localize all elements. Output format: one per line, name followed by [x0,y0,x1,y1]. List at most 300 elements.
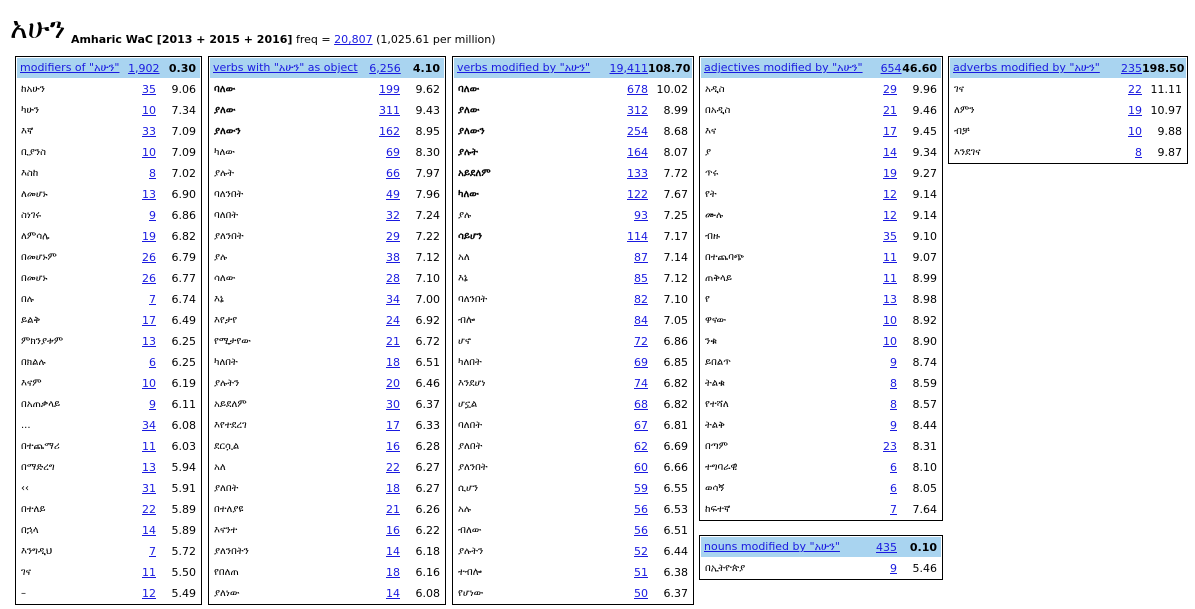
table-row [700,268,942,289]
collocate-freq-link[interactable]: 9 [149,398,156,411]
table-row [16,268,201,289]
collocate-freq-link[interactable]: 62 [634,440,648,453]
collocate-score: 7.10 [415,272,440,285]
table-row [700,331,942,352]
collocate-freq-link[interactable]: 164 [627,146,648,159]
table-row [949,100,1187,121]
collocate-freq-link[interactable]: 67 [634,419,648,432]
table-row [16,142,201,163]
collocate-freq-link[interactable]: 19 [142,230,156,243]
panel-count-link[interactable]: 235 [1121,61,1142,75]
collocate-freq-link[interactable]: 35 [883,230,897,243]
collocate-score: 6.85 [663,356,688,369]
collocate-score: 5.50 [171,566,196,579]
table-row [700,457,942,478]
collocate-word: ያሉ [458,210,472,221]
collocate-score: 8.92 [912,314,937,327]
table-row [453,373,693,394]
collocate-word: ተግባራዊ [705,462,738,473]
table-row [700,415,942,436]
table-row [16,205,201,226]
panel-score: 0.10 [909,540,937,554]
collocate-freq-link[interactable]: 11 [142,440,156,453]
collocate-freq-link[interactable]: 17 [142,314,156,327]
collocate-score: 6.79 [171,251,196,264]
table-row [453,310,693,331]
collocate-freq-link[interactable]: 6 [890,461,897,474]
collocate-word: ደርሷል [214,441,240,452]
table-row [209,352,445,373]
table-row [209,289,445,310]
page-header [10,12,496,48]
collocate-word: ሳይሆን [458,231,483,242]
collocate-score: 6.25 [171,335,196,348]
panel-header [210,58,444,78]
collocate-score: 6.33 [415,419,440,432]
table-row [700,289,942,310]
collocate-freq-link[interactable]: 8 [149,167,156,180]
collocate-freq-link[interactable]: 6 [149,356,156,369]
collocate-freq-link[interactable]: 312 [627,104,648,117]
collocate-freq-link[interactable]: 20 [386,377,400,390]
table-row [16,394,201,415]
table-row [16,520,201,541]
collocate-word: ሳለው [214,273,236,284]
collocate-word: በመሆኑም [21,252,57,263]
collocate-score: 6.82 [171,230,196,243]
collocate-freq-link[interactable]: 69 [634,356,648,369]
collocate-word: በአዲስ [705,105,731,116]
collocate-word: አይደለም [458,168,491,179]
collocate-score: 8.68 [663,125,688,138]
collocate-freq-link[interactable]: 35 [142,83,156,96]
table-row [453,352,693,373]
collocate-freq-link[interactable]: 22 [1128,83,1142,96]
collocate-word: በመሆኑ [21,273,48,284]
collocate-score: 8.74 [912,356,937,369]
collocate-freq-link[interactable]: 52 [634,545,648,558]
collocate-score: 7.12 [663,272,688,285]
collocate-freq-link[interactable]: 10 [1128,125,1142,138]
collocate-word: እንግዲህ [21,546,53,557]
collocate-word: ካለበት [214,357,238,368]
collocate-freq-link[interactable]: 8 [890,398,897,411]
collocate-word: እስከ [21,168,39,179]
collocate-word: በተጨማሪ [21,441,60,452]
collocate-word: ካለበት [458,357,482,368]
table-row [209,205,445,226]
collocate-freq-link[interactable]: 13 [142,335,156,348]
collocate-score: 6.22 [415,524,440,537]
collocate-freq-link[interactable]: 12 [883,188,897,201]
collocate-score: 5.89 [171,503,196,516]
collocate-freq-link[interactable]: 7 [890,503,897,516]
collocate-score: 6.19 [171,377,196,390]
table-row [700,79,942,100]
table-row [16,310,201,331]
panel-verbs-modified-by [452,56,694,605]
collocate-freq-link[interactable]: 14 [883,146,897,159]
panel-score: 0.30 [168,61,196,75]
collocate-freq-link[interactable]: 72 [634,335,648,348]
table-row [453,436,693,457]
collocate-word: ባለንበት [458,294,488,305]
table-row [209,184,445,205]
collocate-score: 11.11 [1150,83,1182,96]
table-row [209,121,445,142]
collocate-freq-link[interactable]: 7 [149,545,156,558]
collocate-freq-link[interactable]: 32 [386,209,400,222]
collocate-freq-link[interactable]: 22 [142,503,156,516]
collocate-freq-link[interactable]: 11 [883,272,897,285]
panel-adverbs-modified-by [948,56,1188,164]
collocate-word: በኢትዮጵያ [705,563,746,574]
table-row [453,79,693,100]
collocate-freq-link[interactable]: 66 [386,167,400,180]
collocate-score: 6.26 [415,503,440,516]
collocate-score: 7.02 [171,167,196,180]
collocate-word: የት [705,189,717,200]
collocate-freq-link[interactable]: 17 [386,419,400,432]
table-row [16,415,201,436]
table-row [453,205,693,226]
collocate-score: 7.24 [415,209,440,222]
panel-count-link[interactable]: 654 [880,61,902,75]
collocate-freq-link[interactable]: 23 [883,440,897,453]
collocate-freq-link[interactable]: 30 [386,398,400,411]
collocate-score: 9.27 [912,167,937,180]
collocate-word: ባለበት [214,210,239,221]
collocate-word: ቢያንስ [21,147,47,158]
collocate-freq-link[interactable]: 16 [386,440,400,453]
collocate-word: ስነገሩ [21,210,42,221]
collocate-freq-link[interactable]: 17 [883,125,897,138]
collocate-word: አለ [458,252,470,263]
collocate-score: 8.98 [912,293,937,306]
collocate-score: 6.86 [663,335,688,348]
collocate-freq-link[interactable]: 84 [634,314,648,327]
collocate-score: 6.27 [415,482,440,495]
collocate-word: ያለንበት [214,231,244,242]
collocate-word: ይበልጥ [705,357,731,368]
collocate-freq-link[interactable]: 13 [142,461,156,474]
collocate-freq-link[interactable]: 19 [1128,104,1142,117]
collocate-freq-link[interactable]: 82 [634,293,648,306]
panel-title-link[interactable]: modifiers of "አሁን" [20,61,120,74]
collocate-freq-link[interactable]: 254 [627,125,648,138]
panel-count-link[interactable]: 19,411 [609,61,648,75]
collocate-word: ከፍተኛ [705,504,731,515]
panel-header [454,58,692,78]
collocate-freq-link[interactable]: 199 [379,83,400,96]
collocate-score: 6.72 [415,335,440,348]
collocate-word: ባለው [458,84,480,95]
collocate-score: 9.07 [912,251,937,264]
table-row [209,499,445,520]
collocate-word: ትልቅ [705,420,725,431]
collocate-freq-link[interactable]: 85 [634,272,648,285]
collocate-freq-link[interactable]: 8 [1135,146,1142,159]
collocate-freq-link[interactable]: 8 [890,377,897,390]
collocate-score: 6.46 [415,377,440,390]
panel-score: 198.50 [1142,61,1185,75]
collocate-word: ያለው [214,105,236,116]
collocate-score: 7.34 [171,104,196,117]
table-row [209,457,445,478]
collocate-freq-link[interactable]: 12 [142,587,156,600]
collocate-word: ለመሆኑ [21,189,48,200]
collocate-word: ያለውን [214,126,241,137]
collocate-word: ያሉት [214,168,234,179]
collocate-score: 6.03 [171,440,196,453]
collocate-word: የሆነው [458,588,484,599]
collocate-freq-link[interactable]: 26 [142,272,156,285]
collocate-word: በጣም [705,441,728,452]
collocate-freq-link[interactable]: 28 [386,272,400,285]
collocate-word: በክልሉ [21,357,46,368]
collocate-word: እየተደረገ [214,420,247,431]
table-row [700,100,942,121]
collocate-word: አዲስ [705,84,725,95]
collocate-score: 7.25 [663,209,688,222]
table-row [700,163,942,184]
panel-title-link[interactable]: adverbs modified by "አሁን" [953,61,1100,74]
collocate-freq-link[interactable]: 7 [149,293,156,306]
table-row [453,457,693,478]
collocate-word: እንደሆነ [458,378,486,389]
collocate-score: 6.16 [415,566,440,579]
table-row [700,247,942,268]
collocate-score: 6.51 [415,356,440,369]
collocate-freq-link[interactable]: 19 [883,167,897,180]
collocate-score: 9.43 [415,104,440,117]
collocate-word: የበለጠ [214,567,239,578]
collocate-freq-link[interactable]: 11 [142,566,156,579]
panel-score: 46.60 [902,61,937,75]
collocate-freq-link[interactable]: 49 [386,188,400,201]
collocate-freq-link[interactable]: 34 [142,419,156,432]
collocate-freq-link[interactable]: 162 [379,125,400,138]
collocate-word: የ [705,294,710,305]
collocate-score: 8.05 [912,482,937,495]
panel-count-link[interactable]: 435 [876,540,897,554]
collocate-freq-link[interactable]: 9 [890,356,897,369]
collocate-freq-link[interactable]: 24 [386,314,400,327]
collocate-word: በአጠቃላይ [21,399,61,410]
collocate-word: ሆኗል [458,399,478,410]
collocate-freq-link[interactable]: 122 [627,188,648,201]
collocate-word: ብሎ [458,315,475,326]
panel-title-link[interactable]: verbs with "አሁን" as object [213,61,358,74]
collocate-score: 6.08 [171,419,196,432]
collocate-freq-link[interactable]: 18 [386,566,400,579]
collocate-freq-link[interactable]: 18 [386,356,400,369]
table-row [16,583,201,604]
panel-title-link[interactable]: nouns modified by "አሁን" [704,540,840,553]
collocate-word: ብዙ [705,231,720,242]
table-row [209,79,445,100]
collocate-score: 7.67 [663,188,688,201]
collocate-word: እናንተ [214,525,238,536]
collocate-score: 5.49 [171,587,196,600]
collocate-score: 6.27 [415,461,440,474]
collocate-freq-link[interactable]: 50 [634,587,648,600]
collocate-freq-link[interactable]: 29 [883,83,897,96]
collocate-freq-link[interactable]: 12 [883,209,897,222]
collocate-freq-link[interactable]: 114 [627,230,648,243]
collocate-freq-link[interactable]: 68 [634,398,648,411]
table-row [209,163,445,184]
collocate-freq-link[interactable]: 69 [386,146,400,159]
collocate-score: 7.12 [415,251,440,264]
collocate-freq-link[interactable]: 74 [634,377,648,390]
table-row [700,142,942,163]
collocate-freq-link[interactable]: 11 [883,251,897,264]
collocate-word: ‹‹ [21,483,29,494]
collocate-score: 7.72 [663,167,688,180]
panel-count-link[interactable]: 1,902 [128,61,160,75]
panel-header [701,58,941,78]
collocate-freq-link[interactable]: 33 [142,125,156,138]
table-row [209,394,445,415]
collocate-freq-link[interactable]: 9 [149,209,156,222]
collocate-score: 9.87 [1157,146,1182,159]
collocate-freq-link[interactable]: 56 [634,503,648,516]
freq-link[interactable]: 20,807 [334,33,373,46]
collocate-word: አይደለም [214,399,247,410]
collocate-freq-link[interactable]: 9 [890,562,897,575]
collocate-freq-link[interactable]: 10 [142,377,156,390]
panel-modifiers-of [15,56,202,605]
collocate-freq-link[interactable]: 133 [627,167,648,180]
collocate-freq-link[interactable]: 14 [386,545,400,558]
collocate-freq-link[interactable]: 60 [634,461,648,474]
collocate-freq-link[interactable]: 26 [142,251,156,264]
table-row [209,310,445,331]
collocate-word: ሙሉ [705,210,724,221]
table-row [16,184,201,205]
collocate-freq-link[interactable]: 34 [386,293,400,306]
collocate-word: ... [21,420,31,431]
table-row [453,268,693,289]
collocate-score: 8.07 [663,146,688,159]
table-row [209,415,445,436]
table-row [209,268,445,289]
table-row [453,100,693,121]
collocate-freq-link[interactable]: 21 [386,335,400,348]
collocate-freq-link[interactable]: 59 [634,482,648,495]
collocate-freq-link[interactable]: 21 [386,503,400,516]
panel-header [950,58,1186,78]
table-row [453,541,693,562]
collocate-freq-link[interactable]: 56 [634,524,648,537]
collocate-freq-link[interactable]: 14 [386,587,400,600]
collocate-freq-link[interactable]: 31 [142,482,156,495]
collocate-word: – [21,588,26,599]
collocate-freq-link[interactable]: 6 [890,482,897,495]
collocate-freq-link[interactable]: 10 [883,335,897,348]
collocate-score: 8.95 [415,125,440,138]
collocate-score: 7.14 [663,251,688,264]
collocate-score: 5.94 [171,461,196,474]
collocate-score: 7.97 [415,167,440,180]
collocate-freq-link[interactable]: 10 [142,146,156,159]
collocate-word: ምክንያቱም [21,336,64,347]
per-million: (1,025.61 per million) [376,33,496,46]
table-row [700,436,942,457]
collocate-score: 6.82 [663,377,688,390]
collocate-word: እናም [21,378,42,389]
table-row [16,121,201,142]
collocate-freq-link[interactable]: 16 [386,524,400,537]
collocate-freq-link[interactable]: 18 [386,482,400,495]
collocate-freq-link[interactable]: 14 [142,524,156,537]
collocate-freq-link[interactable]: 87 [634,251,648,264]
collocate-score: 5.91 [171,482,196,495]
collocate-score: 7.10 [663,293,688,306]
table-row [453,163,693,184]
collocate-score: 8.90 [912,335,937,348]
collocate-freq-link[interactable]: 13 [883,293,897,306]
collocate-freq-link[interactable]: 51 [634,566,648,579]
table-row [949,142,1187,163]
collocate-freq-link[interactable]: 9 [890,419,897,432]
collocate-word: እንደገና [954,147,981,158]
panel-title-link[interactable]: verbs modified by "አሁን" [457,61,591,74]
panel-title-link[interactable]: adjectives modified by "አሁን" [704,61,863,74]
collocate-freq-link[interactable]: 10 [142,104,156,117]
table-row [16,352,201,373]
collocate-word: ከአሁን [21,84,45,95]
table-row [209,100,445,121]
collocate-score: 8.30 [415,146,440,159]
collocate-word: ሲሆን [458,483,479,494]
table-row [700,558,942,579]
collocate-freq-link[interactable]: 21 [883,104,897,117]
collocate-score: 6.18 [415,545,440,558]
table-row [16,478,201,499]
corpus-name: Amharic WaC [2013 + 2015 + 2016] [70,33,293,46]
table-row [16,163,201,184]
collocate-score: 6.69 [663,440,688,453]
collocate-word: በኋላ [21,525,39,536]
collocate-freq-link[interactable]: 678 [627,83,648,96]
table-row [16,247,201,268]
collocate-score: 9.14 [912,188,937,201]
collocate-freq-link[interactable]: 29 [386,230,400,243]
collocate-score: 9.45 [912,125,937,138]
collocate-word: በሉ [21,294,34,305]
collocate-word: በተጨባጭ [705,252,745,263]
table-row [16,373,201,394]
collocate-freq-link[interactable]: 13 [142,188,156,201]
table-row [16,226,201,247]
table-row [949,79,1187,100]
table-row [209,331,445,352]
collocate-freq-link[interactable]: 10 [883,314,897,327]
collocate-freq-link[interactable]: 22 [386,461,400,474]
collocate-freq-link[interactable]: 93 [634,209,648,222]
panel-count-link[interactable]: 6,256 [369,61,401,75]
collocate-word: ብለው [458,525,482,536]
collocate-score: 10.97 [1150,104,1182,117]
collocate-score: 6.92 [415,314,440,327]
collocate-freq-link[interactable]: 38 [386,251,400,264]
collocate-score: 5.46 [912,562,937,575]
collocate-freq-link[interactable]: 311 [379,104,400,117]
collocate-score: 6.37 [415,398,440,411]
panel-verbs-with-object [208,56,446,605]
